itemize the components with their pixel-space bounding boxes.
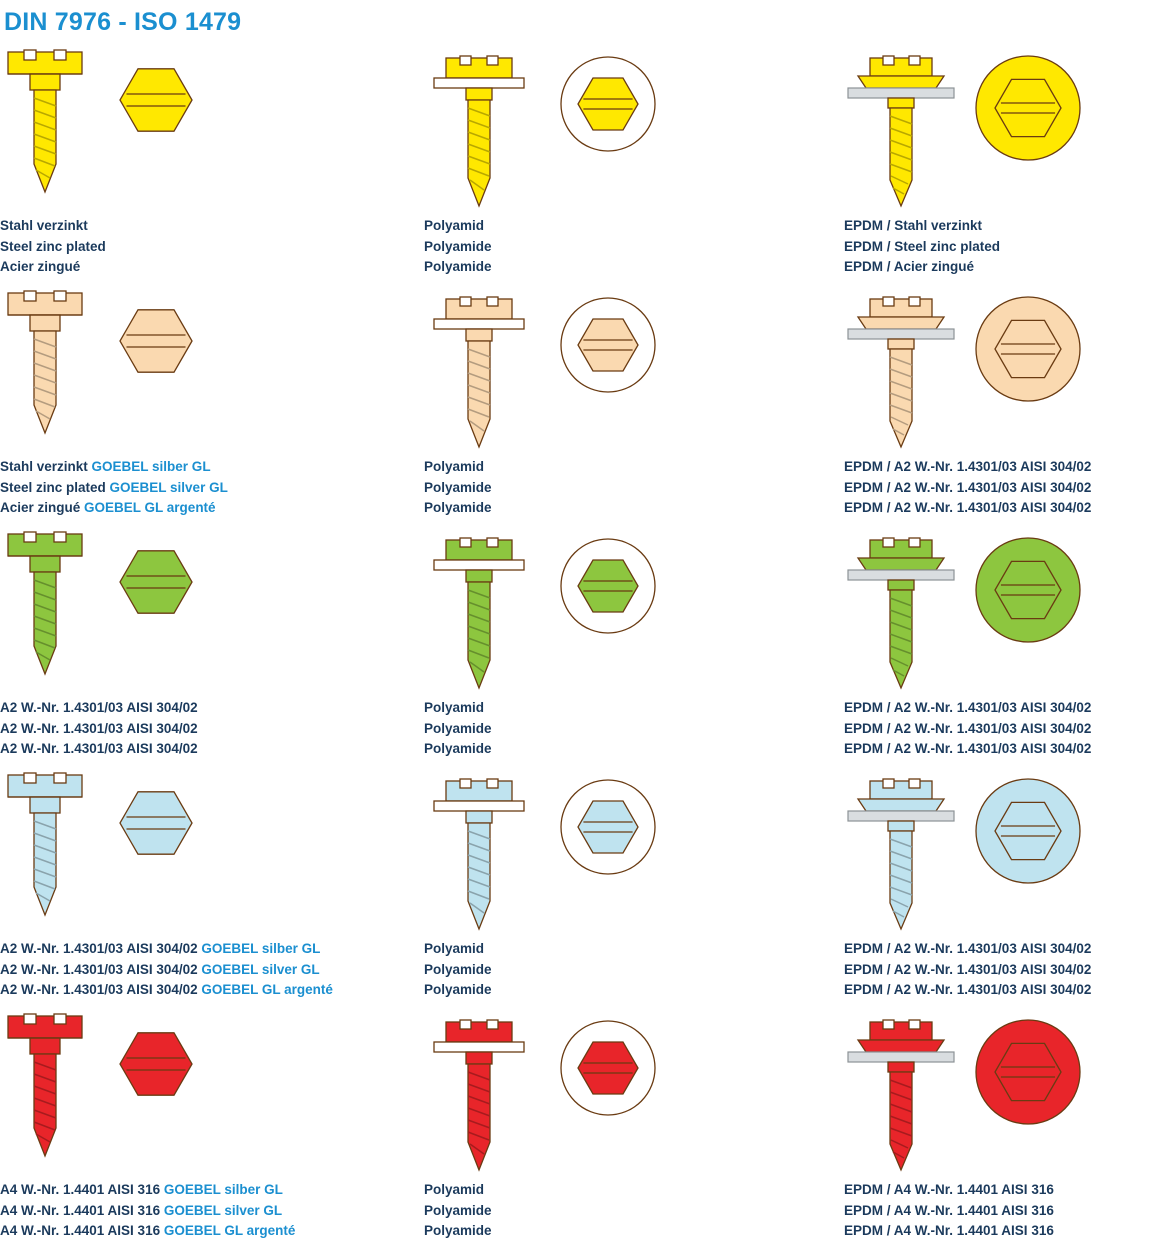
material-label: Polyamid: [424, 941, 485, 956]
hex-head-in-washer-top-view-svg: [554, 50, 664, 160]
screw-side-view: [0, 767, 100, 939]
screw-with-washer-side-view: [424, 50, 534, 222]
material-label: Polyamide: [424, 741, 492, 757]
variant-illustration: [0, 1008, 410, 1180]
material-label: Polyamide: [424, 720, 492, 736]
material-label: Polyamid: [424, 459, 485, 474]
hex-head-in-washer-top-view: [554, 532, 664, 642]
screw-with-washer-side-view: [424, 532, 534, 704]
hex-head-in-washer-top-view-svg: [554, 291, 664, 401]
material-label: EPDM / A2 W.-Nr. 1.4301/03 AISI 304/02: [844, 700, 1092, 715]
variant-caption: [0, 1180, 295, 1242]
caption-line: [424, 960, 492, 981]
material-label: Polyamide: [424, 1223, 492, 1239]
material-label: Polyamide: [424, 961, 492, 977]
material-label: Polyamide: [424, 259, 492, 275]
caption-line: [844, 719, 1091, 740]
variant-cell: [840, 44, 1160, 275]
hex-head-top-view-svg: [112, 1012, 208, 1120]
screw-side-view-svg: [0, 1008, 100, 1180]
caption-line: [844, 478, 1091, 499]
hex-head-top-view-svg: [112, 48, 208, 156]
material-label: EPDM / Steel zinc plated: [844, 238, 1001, 254]
hex-head-in-sealing-washer-top-view: [970, 1014, 1088, 1132]
material-label: Acier zingué: [0, 500, 85, 516]
variant-cell: [424, 44, 834, 275]
goebel-coating-label: GOEBEL GL argenté: [84, 500, 216, 516]
hex-head-in-sealing-washer-top-view-svg: [970, 773, 1088, 891]
caption-line: [844, 960, 1091, 981]
screw-with-washer-side-view-svg: [424, 50, 534, 222]
material-label: EPDM / A2 W.-Nr. 1.4301/03 AISI 304/02: [844, 720, 1092, 736]
material-label: Stahl verzinkt: [0, 459, 92, 474]
caption-line: [0, 980, 333, 1001]
material-label: EPDM / A2 W.-Nr. 1.4301/03 AISI 304/02: [844, 459, 1092, 474]
material-label: EPDM / A2 W.-Nr. 1.4301/03 AISI 304/02: [844, 500, 1092, 516]
hex-head-in-washer-top-view-svg: [554, 1014, 664, 1124]
variant-illustration: [840, 526, 1160, 698]
variant-caption: [424, 457, 492, 519]
screw-side-view-svg: [0, 526, 100, 698]
hex-head-top-view: [112, 530, 208, 638]
material-label: EPDM / A2 W.-Nr. 1.4301/03 AISI 304/02: [844, 941, 1092, 956]
variant-illustration: [840, 44, 1160, 216]
caption-line: [0, 1180, 295, 1201]
hex-head-top-view: [112, 48, 208, 156]
material-label: A2 W.-Nr. 1.4301/03 AISI 304/02: [0, 720, 198, 736]
goebel-coating-label: GOEBEL silber GL: [201, 941, 321, 956]
caption-line: [844, 698, 1091, 719]
screw-with-sealing-washer-side-view: [840, 1012, 970, 1184]
screw-with-sealing-washer-side-view-svg: [840, 289, 970, 461]
material-label: Polyamide: [424, 479, 492, 495]
variant-caption: [424, 216, 492, 278]
screw-side-view-svg: [0, 285, 100, 457]
material-label: EPDM / Stahl verzinkt: [844, 218, 983, 233]
screw-with-sealing-washer-side-view: [840, 289, 970, 461]
goebel-coating-label: GOEBEL silver GL: [163, 1202, 283, 1218]
caption-line: [424, 457, 492, 478]
variant-cell: [0, 526, 410, 757]
material-label: A4 W.-Nr. 1.4401 AISI 316: [0, 1202, 164, 1218]
variant-cell: [840, 285, 1160, 516]
screw-with-sealing-washer-side-view-svg: [840, 48, 970, 220]
material-label: A2 W.-Nr. 1.4301/03 AISI 304/02: [0, 741, 198, 757]
caption-line: [844, 739, 1091, 760]
material-label: EPDM / A2 W.-Nr. 1.4301/03 AISI 304/02: [844, 961, 1092, 977]
caption-line: [424, 1180, 492, 1201]
screw-with-sealing-washer-side-view-svg: [840, 1012, 970, 1184]
material-label: EPDM / A2 W.-Nr. 1.4301/03 AISI 304/02: [844, 479, 1092, 495]
variant-row: [0, 285, 1160, 526]
variant-caption: [844, 457, 1091, 519]
hex-head-in-sealing-washer-top-view: [970, 50, 1088, 168]
variant-row: [0, 1008, 1160, 1249]
hex-head-in-washer-top-view: [554, 1014, 664, 1124]
hex-head-in-sealing-washer-top-view-svg: [970, 1014, 1088, 1132]
variant-cell: [0, 767, 410, 998]
variant-cell: [0, 44, 410, 275]
hex-head-in-sealing-washer-top-view-svg: [970, 50, 1088, 168]
variant-caption: [0, 216, 106, 278]
screw-side-view: [0, 285, 100, 457]
material-label: Steel zinc plated: [0, 479, 110, 495]
screw-side-view-svg: [0, 767, 100, 939]
screw-with-sealing-washer-side-view: [840, 771, 970, 943]
hex-head-in-sealing-washer-top-view: [970, 773, 1088, 891]
variant-illustration: [424, 767, 834, 939]
caption-line: [844, 498, 1091, 519]
variant-caption: [424, 1180, 492, 1242]
goebel-coating-label: GOEBEL silver GL: [201, 961, 320, 977]
caption-line: [844, 1221, 1054, 1242]
variant-caption: [424, 939, 492, 1001]
material-label: EPDM / A4 W.-Nr. 1.4401 AISI 316: [844, 1202, 1054, 1218]
caption-line: [844, 216, 1000, 237]
goebel-coating-label: GOEBEL silber GL: [163, 1182, 283, 1197]
caption-line: [0, 237, 106, 258]
caption-line: [0, 216, 106, 237]
hex-head-top-view: [112, 289, 208, 397]
variant-illustration: [840, 767, 1160, 939]
hex-head-in-sealing-washer-top-view-svg: [970, 291, 1088, 409]
caption-line: [0, 1201, 295, 1222]
material-label: Stahl verzinkt: [0, 218, 88, 233]
variant-cell: [424, 1008, 834, 1239]
caption-line: [0, 498, 228, 519]
goebel-coating-label: GOEBEL GL argenté: [163, 1223, 296, 1239]
hex-head-top-view-svg: [112, 530, 208, 638]
variant-illustration: [0, 285, 410, 457]
material-label: Polyamid: [424, 218, 485, 233]
hex-head-in-sealing-washer-top-view-svg: [970, 532, 1088, 650]
material-label: Acier zingué: [0, 259, 81, 275]
material-label: Polyamide: [424, 238, 492, 254]
material-label: Polyamide: [424, 1202, 492, 1218]
variant-illustration: [424, 44, 834, 216]
caption-line: [424, 739, 492, 760]
variant-caption: [0, 698, 198, 760]
variant-caption: [844, 698, 1091, 760]
variant-illustration: [0, 44, 410, 216]
variant-caption: [844, 1180, 1054, 1242]
variant-cell: [0, 1008, 410, 1239]
variant-cell: [424, 767, 834, 998]
variant-illustration: [0, 767, 410, 939]
screw-with-sealing-washer-side-view: [840, 530, 970, 702]
screw-side-view: [0, 1008, 100, 1180]
screw-with-washer-side-view-svg: [424, 291, 534, 463]
variant-illustration: [840, 285, 1160, 457]
screw-with-sealing-washer-side-view: [840, 48, 970, 220]
variant-caption: [844, 939, 1091, 1001]
material-label: A2 W.-Nr. 1.4301/03 AISI 304/02: [0, 982, 202, 998]
hex-head-in-sealing-washer-top-view: [970, 291, 1088, 409]
caption-line: [844, 939, 1091, 960]
hex-head-top-view: [112, 771, 208, 879]
material-label: A4 W.-Nr. 1.4401 AISI 316: [0, 1223, 164, 1239]
variant-caption: [0, 457, 228, 519]
caption-line: [0, 457, 228, 478]
variant-illustration: [840, 1008, 1160, 1180]
material-label: A2 W.-Nr. 1.4301/03 AISI 304/02: [0, 961, 202, 977]
caption-line: [0, 939, 333, 960]
caption-line: [424, 478, 492, 499]
screw-with-washer-side-view: [424, 773, 534, 945]
hex-head-top-view-svg: [112, 289, 208, 397]
caption-line: [424, 698, 492, 719]
caption-line: [844, 257, 1000, 278]
screw-with-washer-side-view-svg: [424, 1014, 534, 1186]
caption-line: [424, 257, 492, 278]
material-label: Steel zinc plated: [0, 238, 106, 254]
caption-line: [844, 237, 1000, 258]
material-label: Polyamid: [424, 1182, 485, 1197]
variant-caption: [844, 216, 1000, 278]
caption-line: [424, 719, 492, 740]
caption-line: [0, 960, 333, 981]
caption-line: [0, 478, 228, 499]
caption-line: [424, 1221, 492, 1242]
material-label: EPDM / A4 W.-Nr. 1.4401 AISI 316: [844, 1182, 1054, 1197]
hex-head-in-sealing-washer-top-view: [970, 532, 1088, 650]
caption-line: [844, 457, 1091, 478]
variant-illustration: [424, 526, 834, 698]
hex-head-in-washer-top-view-svg: [554, 773, 664, 883]
hex-head-in-washer-top-view: [554, 50, 664, 160]
material-label: A2 W.-Nr. 1.4301/03 AISI 304/02: [0, 700, 198, 715]
caption-line: [424, 237, 492, 258]
screw-with-sealing-washer-side-view-svg: [840, 530, 970, 702]
screw-with-washer-side-view: [424, 291, 534, 463]
hex-head-top-view: [112, 1012, 208, 1120]
variant-cell: [424, 526, 834, 757]
variant-cell: [840, 526, 1160, 757]
material-label: Polyamid: [424, 700, 485, 715]
caption-line: [0, 739, 198, 760]
variant-caption: [0, 939, 333, 1001]
material-label: Polyamide: [424, 982, 492, 998]
variant-cell: [840, 767, 1160, 998]
variant-illustration: [0, 526, 410, 698]
screw-side-view-svg: [0, 44, 100, 216]
material-label: EPDM / A4 W.-Nr. 1.4401 AISI 316: [844, 1223, 1054, 1239]
variant-caption: [424, 698, 492, 760]
goebel-coating-label: GOEBEL silver GL: [109, 479, 228, 495]
hex-head-in-washer-top-view: [554, 291, 664, 401]
goebel-coating-label: GOEBEL GL argenté: [201, 982, 333, 998]
caption-line: [844, 1201, 1054, 1222]
screw-with-washer-side-view: [424, 1014, 534, 1186]
product-variant-grid: [0, 44, 1160, 1249]
caption-line: [0, 1221, 295, 1242]
variant-cell: [0, 285, 410, 516]
variant-row: [0, 526, 1160, 767]
material-label: Polyamide: [424, 500, 492, 516]
variant-row: [0, 767, 1160, 1008]
screw-with-sealing-washer-side-view-svg: [840, 771, 970, 943]
caption-line: [424, 498, 492, 519]
material-label: EPDM / A2 W.-Nr. 1.4301/03 AISI 304/02: [844, 741, 1092, 757]
caption-line: [424, 939, 492, 960]
caption-line: [424, 216, 492, 237]
material-label: A2 W.-Nr. 1.4301/03 AISI 304/02: [0, 941, 202, 956]
screw-with-washer-side-view-svg: [424, 532, 534, 704]
material-label: EPDM / Acier zingué: [844, 259, 975, 275]
variant-illustration: [424, 285, 834, 457]
caption-line: [844, 980, 1091, 1001]
material-label: A4 W.-Nr. 1.4401 AISI 316: [0, 1182, 164, 1197]
screw-side-view: [0, 526, 100, 698]
hex-head-top-view-svg: [112, 771, 208, 879]
material-label: EPDM / A2 W.-Nr. 1.4301/03 AISI 304/02: [844, 982, 1092, 998]
variant-cell: [840, 1008, 1160, 1239]
caption-line: [0, 257, 106, 278]
variant-illustration: [424, 1008, 834, 1180]
page-title: DIN 7976 - ISO 1479: [4, 8, 242, 36]
caption-line: [0, 719, 198, 740]
variant-cell: [424, 285, 834, 516]
goebel-coating-label: GOEBEL silber GL: [91, 459, 211, 474]
hex-head-in-washer-top-view: [554, 773, 664, 883]
caption-line: [844, 1180, 1054, 1201]
screw-with-washer-side-view-svg: [424, 773, 534, 945]
variant-row: [0, 44, 1160, 285]
screw-side-view: [0, 44, 100, 216]
hex-head-in-washer-top-view-svg: [554, 532, 664, 642]
caption-line: [424, 980, 492, 1001]
caption-line: [424, 1201, 492, 1222]
caption-line: [0, 698, 198, 719]
